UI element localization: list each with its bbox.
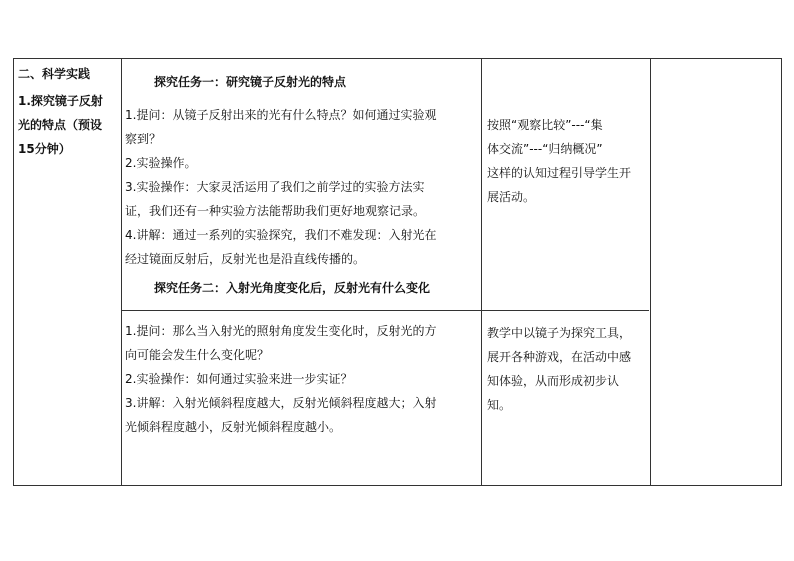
note2-line: 展开各种游戏，在活动中感: [487, 350, 632, 364]
task1-line: 经过镜面反射后，反射光也是沿直线传播的。: [125, 252, 366, 266]
column-divider-1: [121, 59, 122, 485]
lesson-plan-table: [13, 58, 782, 486]
note1-line: 按照“观察比较”---“集: [487, 118, 603, 132]
task2-heading: 探究任务二：入射光角度变化后，反射光有什么变化: [154, 281, 431, 295]
task1-line: 3.实验操作：大家灵活运用了我们之前学过的实验方法实: [125, 180, 425, 194]
note1-line: 体交流”---“归纳概况”: [487, 142, 603, 156]
column-divider-2: [481, 59, 482, 485]
column-divider-3: [650, 59, 651, 485]
section-subtitle-line-3: 15分钟）: [18, 142, 71, 156]
section-title: 二、科学实践: [18, 67, 91, 81]
note2-line: 知。: [487, 398, 512, 412]
note2-line: 教学中以镜子为探究工具，: [487, 326, 632, 340]
task1-line: 1.提问：从镜子反射出来的光有什么特点？如何通过实验观: [125, 108, 437, 122]
section-subtitle-line-1: 1.探究镜子反射: [18, 94, 103, 108]
task1-heading: 探究任务一：研究镜子反射光的特点: [154, 75, 347, 89]
task2-line: 2.实验操作：如何通过实验来进一步实证？: [125, 372, 353, 386]
row-divider: [121, 310, 649, 311]
task2-line: 3.讲解：入射光倾斜程度越大，反射光倾斜程度越大；入射: [125, 396, 437, 410]
task1-line: 证，我们还有一种实验方法能帮助我们更好地观察记录。: [125, 204, 426, 218]
task2-line: 光倾斜程度越小，反射光倾斜程度越小。: [125, 420, 342, 434]
note1-line: 这样的认知过程引导学生开: [487, 166, 632, 180]
task1-line: 4.讲解：通过一系列的实验探究，我们不难发现：入射光在: [125, 228, 437, 242]
note1-line: 展活动。: [487, 190, 536, 204]
section-subtitle-line-2: 光的特点（预设: [18, 118, 103, 132]
task1-line: 2.实验操作。: [125, 156, 197, 170]
task2-line: 1.提问：那么当入射光的照射角度发生变化时，反射光的方: [125, 324, 437, 338]
task1-line: 察到？: [125, 132, 162, 146]
note2-line: 知体验，从而形成初步认: [487, 374, 620, 388]
task2-line: 向可能会发生什么变化呢？: [125, 348, 270, 362]
